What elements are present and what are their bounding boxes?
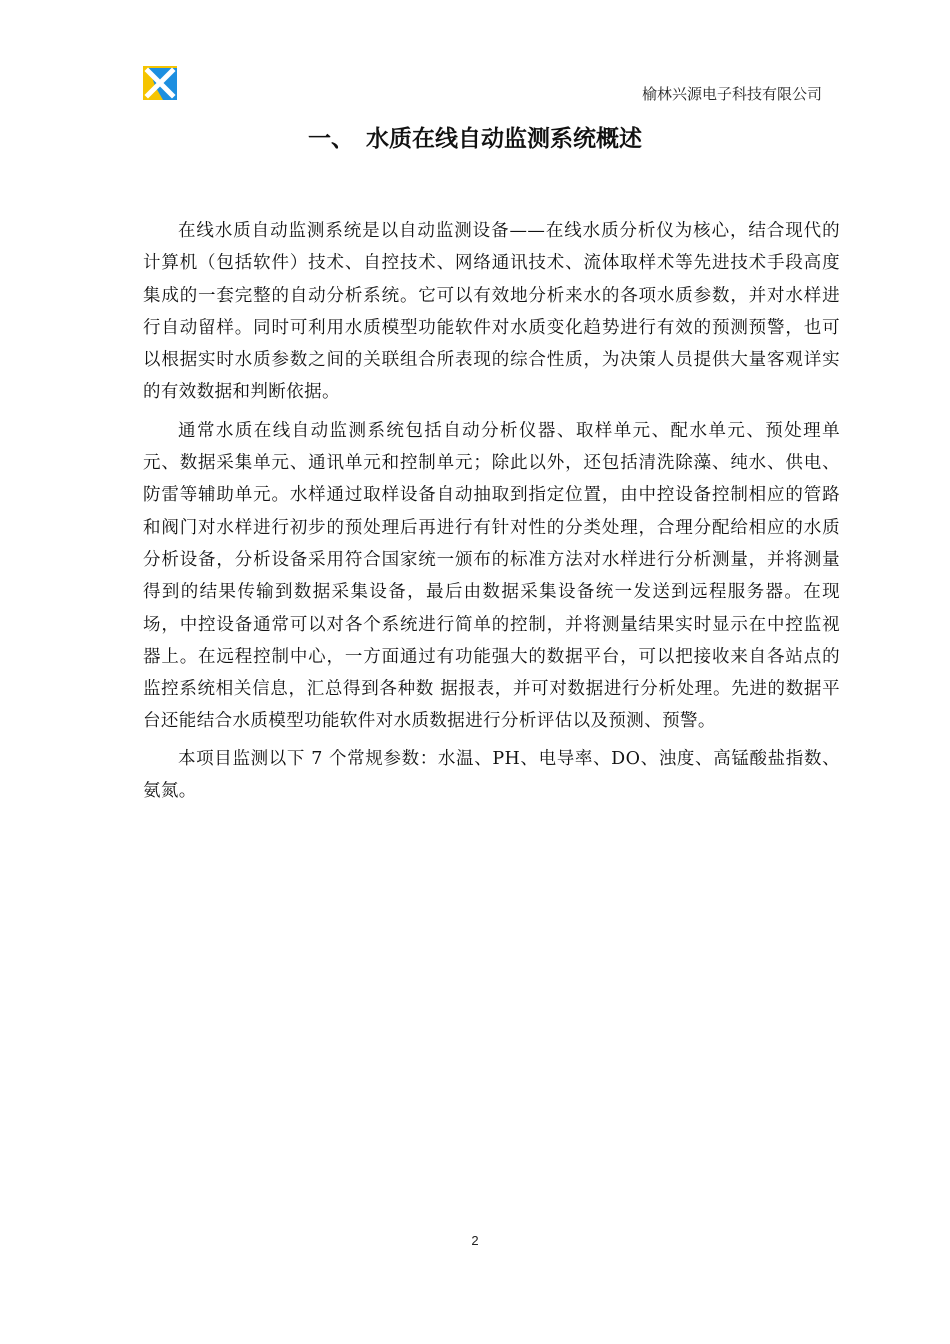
paragraph-parameters: 本项目监测以下 7 个常规参数：水温、PH、电导率、DO、浊度、高锰酸盐指数、氨氮。 (143, 748, 840, 802)
section-title (0, 120, 950, 153)
paragraph-overview: 在线水质自动监测系统是以自动监测设备——在线水质分析仪为核心，结合现代的计算机（包括软件）技术、自控技术、网络通讯技术、流体取样术等先进技术手段高度集成的一套完整的自动分析系统。它可以有效地分析来水的各项水质参数，并对水样进行自动留样。同时可利用水质模型功能软件对水质变化趋势进行有效的预测预警，也可以根据实时水质参数之间的关联组合所表现的综合性质，为决策人员提供大量客观详实的有效数据和判断依据。 (143, 221, 840, 403)
body-text (143, 215, 840, 807)
company-logo (143, 66, 177, 100)
company-name: 榆林兴源电子科技有限公司 (641, 85, 822, 103)
section-title-text: 水质在线自动监测系统概述 (366, 126, 642, 152)
paragraph-system-components: 通常水质在线自动监测系统包括自动分析仪器、取样单元、配水单元、预处理单元、数据采集单元、通讯单元和控制单元；除此以外，还包括清洗除藻、纯水、供电、防雷等辅助单元。水样通过取样设备自动抽取到指定位置，由中控设备控制相应的管路和阀门对水样进行初步的预处理后再进行有针对性的分类处理，合理分配给相应的水质分析设备，分析设备采用符合国家统一颁布的标准方法对水样进行分析测量，并将测量得到的结果传输到数据采集设备，最后由数据采集设备统一发送到远程服务器。在现场，中控设备通常可以对各个系统进行简单的控制，并将测量结果实时显示在中控监视器上。在远程控制中心，一方面通过有功能强大的数据平台，可以把接收来自各站点的监控系统相关信息，汇总得到各种数 据报表，并可对数据进行分析处理。先进的数据平台还能结合水质模型功能软件对水质数据进行分析评估以及预测、预警。 (143, 420, 840, 732)
section-number: 一、 (308, 126, 354, 152)
page-number: 2 (471, 1233, 479, 1248)
header-divider (143, 106, 822, 107)
